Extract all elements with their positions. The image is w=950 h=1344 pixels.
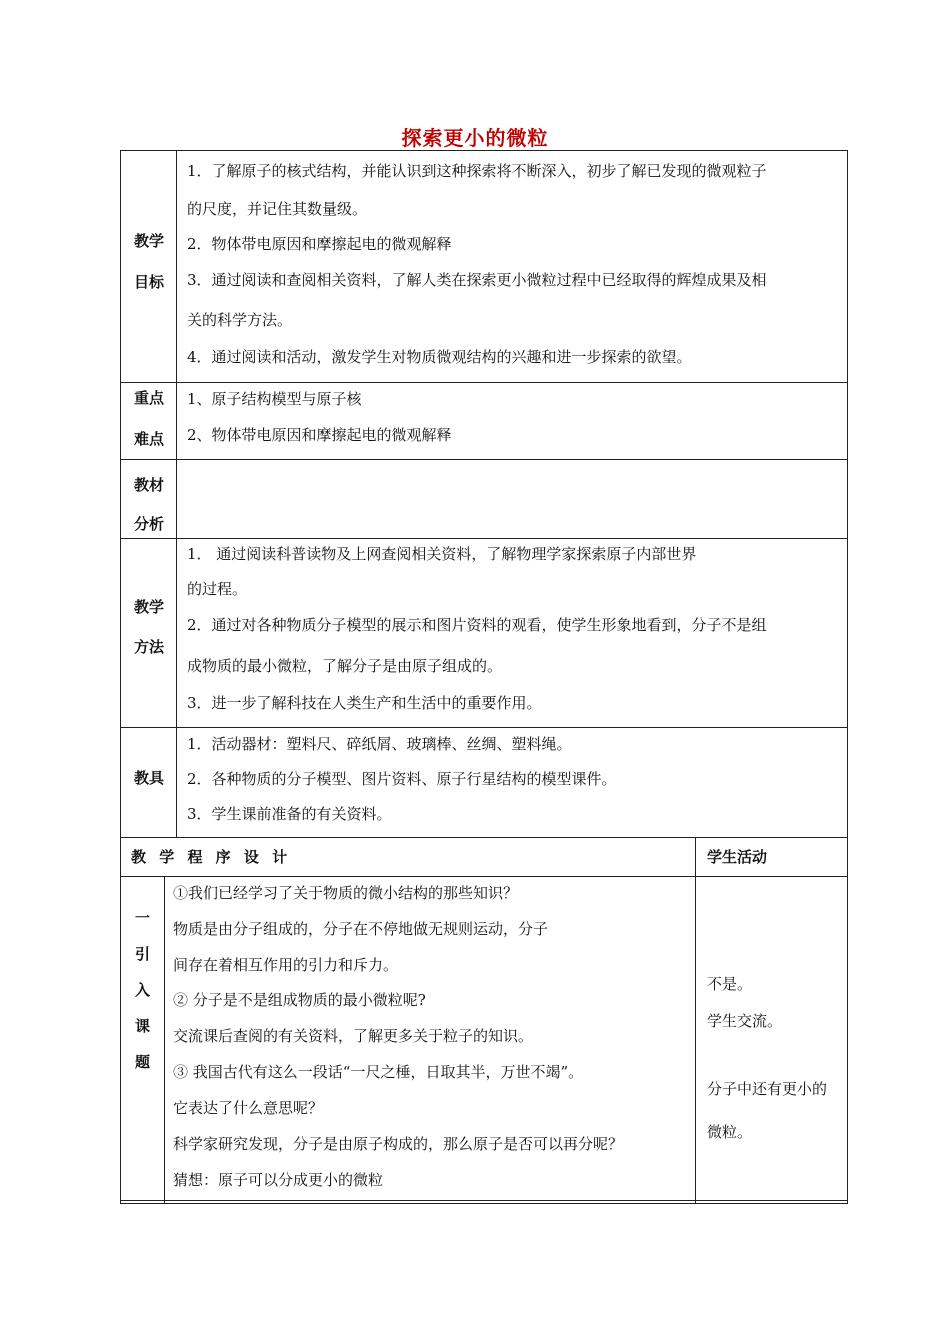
process-line: ③ 我国古代有这么一段话“一尺之棰，日取其半，万世不竭”。 bbox=[173, 1063, 584, 1081]
section-label: 教学 bbox=[133, 232, 164, 250]
section-material-analysis bbox=[120, 459, 848, 538]
section-key-points bbox=[120, 382, 848, 459]
section-label: 重点 bbox=[133, 389, 164, 407]
section-objectives bbox=[120, 150, 848, 382]
student-line: 微粒。 bbox=[707, 1123, 753, 1141]
process-line: 它表达了什么意思呢？ bbox=[173, 1099, 324, 1117]
process-header-row bbox=[120, 837, 848, 876]
student-line: 学生交流。 bbox=[707, 1012, 783, 1030]
section-label: 目标 bbox=[133, 273, 164, 291]
page-title: 探索更小的微粒 bbox=[401, 126, 549, 150]
content-line: 1．了解原子的核式结构，并能认识到这种探索将不断深入，初步了解已发现的微观粒子 bbox=[187, 162, 767, 180]
step-label-char: 引 bbox=[134, 945, 150, 963]
content-line: 1、原子结构模型与原子核 bbox=[187, 390, 362, 408]
content-line: 2．通过对各种物质分子模型的展示和图片资料的观看，使学生形象地看到，分子不是组 bbox=[187, 616, 767, 634]
content-line: 3．学生课前准备的有关资料。 bbox=[187, 805, 392, 823]
section-label: 难点 bbox=[133, 430, 164, 448]
lesson-plan-table bbox=[120, 150, 848, 1204]
student-line: 不是。 bbox=[707, 975, 753, 993]
content-line: 1．活动器材：塑料尺、碎纸屑、玻璃棒、丝绸、塑料绳。 bbox=[187, 735, 572, 753]
section-label: 分析 bbox=[133, 515, 164, 533]
content-line: 3．进一步了解科技在人类生产和生活中的重要作用。 bbox=[187, 694, 542, 712]
process-introduction-row bbox=[120, 876, 848, 1204]
section-label: 方法 bbox=[133, 638, 164, 656]
process-line: 猜想：原子可以分成更小的微粒 bbox=[173, 1171, 384, 1189]
process-line: ② 分子是不是组成物质的最小微粒呢? bbox=[173, 991, 426, 1009]
content-line: 的尺度，并记住其数量级。 bbox=[187, 200, 368, 218]
section-label: 教具 bbox=[133, 769, 164, 787]
process-design-heading: 教 学 程 序 设 计 bbox=[131, 848, 292, 866]
content-line: 的过程。 bbox=[187, 580, 248, 598]
process-line: ①我们已经学习了关于物质的微小结构的那些知识？ bbox=[173, 884, 519, 902]
step-label-char: 入 bbox=[134, 981, 150, 999]
content-line: 3．通过阅读和查阅相关资料，了解人类在探索更小微粒过程中已经取得的辉煌成果及相 bbox=[187, 271, 767, 289]
student-line: 分子中还有更小的 bbox=[707, 1080, 828, 1098]
content-line: 关的科学方法。 bbox=[187, 311, 293, 329]
process-line: 物质是由分子组成的，分子在不停地做无规则运动，分子 bbox=[173, 920, 549, 938]
student-activity-heading: 学生活动 bbox=[707, 848, 768, 866]
process-line: 交流课后查阅的有关资料，了解更多关于粒子的知识。 bbox=[173, 1027, 534, 1045]
content-line: 2．各种物质的分子模型、图片资料、原子行星结构的模型课件。 bbox=[187, 770, 617, 788]
section-label: 教学 bbox=[133, 598, 164, 616]
step-label-char: 一 bbox=[134, 909, 150, 927]
section-teaching-method bbox=[120, 538, 848, 727]
content-line: 2、物体带电原因和摩擦起电的微观解释 bbox=[187, 426, 452, 444]
section-label: 教材 bbox=[133, 476, 164, 494]
step-label-char: 课 bbox=[134, 1017, 150, 1035]
process-line: 间存在着相互作用的引力和斥力。 bbox=[173, 956, 399, 974]
section-teaching-aids bbox=[120, 727, 848, 837]
content-line: 1． 通过阅读科普读物及上网查阅相关资料，了解物理学家探索原子内部世界 bbox=[187, 545, 697, 563]
step-label-char: 题 bbox=[134, 1053, 150, 1071]
content-line: 2．物体带电原因和摩擦起电的微观解释 bbox=[187, 235, 452, 253]
content-line: 成物质的最小微粒，了解分子是由原子组成的。 bbox=[187, 657, 503, 675]
content-line: 4．通过阅读和活动，激发学生对物质微观结构的兴趣和进一步探索的欲望。 bbox=[187, 348, 692, 366]
process-line: 科学家研究发现，分子是由原子构成的，那么原子是否可以再分呢？ bbox=[173, 1135, 624, 1153]
